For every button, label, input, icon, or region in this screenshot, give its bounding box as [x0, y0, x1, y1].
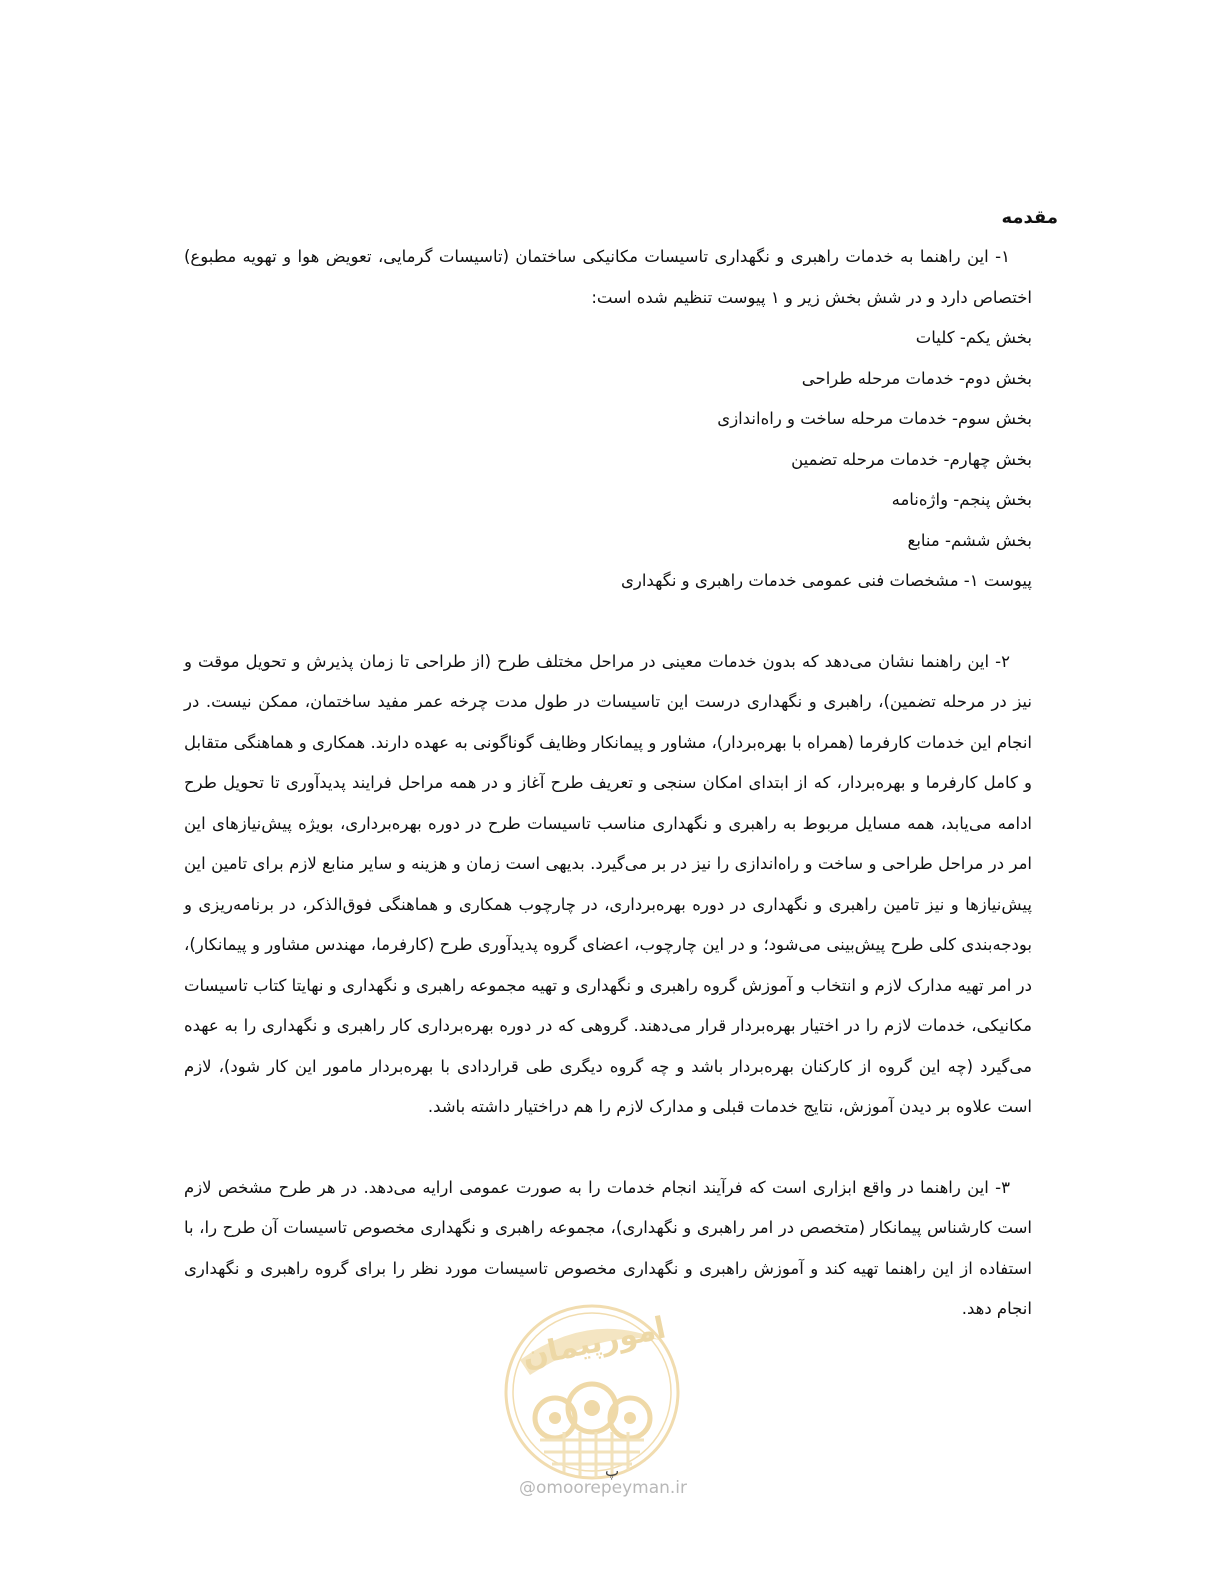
list-item: بخش پنجم- واژه‌نامه	[891, 490, 1032, 509]
section-heading: مقدمه	[1001, 207, 1058, 228]
page-number: پ	[604, 1462, 620, 1480]
section-list	[184, 318, 1032, 602]
paragraph-2: ۲- این راهنما نشان می‌دهد که بدون خدمات معینی در مراحل مختلف طرح (از طراحی تا زمان پذیرش و تحویل موقت و نیز در مرحله تضمین)، راهبری و نگهداری درست این تاسیسات در طول مدت چرخه عمر مفید ساختمان، ممکن نیست. در انجام این خدمات کارفرما (همراه با بهره‌بردار)، مشاور و پیمانکار وظایف گوناگونی به عهده دارند. همکاری و هماهنگی متقابل و کامل کارفرما و بهره‌بردار، که از ابتدای امکان سنجی و تعریف طرح آغاز و در همه مراحل فرایند پدیدآوری تا تحویل طرح ادامه می‌یابد، همه مسایل مربوط به راهبری و نگهداری مناسب تاسیسات طرح در دوره بهره‌برداری، بویژه پیش‌نیازهای این امر در مراحل طراحی و ساخت و راه‌اندازی را نیز در بر می‌گیرد. بدیهی است زمان و هزینه و سایر منابع لازم برای تامین این پیش‌نیازها و نیز تامین راهبری و نگهداری در دوره بهره‌برداری، در چارچوب همکاری و هماهنگی فوق‌الذکر، در برنامه‌ریزی و بودجه‌بندی کلی طرح پیش‌بینی می‌شود؛ و در این چارچوب، اعضای گروه پدیدآوری طرح (کارفرما، مهندس مشاور و پیمانکار)، در امر تهیه مدارک لازم و انتخاب و آموزش گروه راهبری و نگهداری و تهیه مجموعه راهبری و نگهداری و نهایتا کتاب تاسیسات مکانیکی، خدمات لازم را در اختیار بهره‌بردار قرار می‌دهند. گروهی که در دوره بهره‌برداری کار راهبری و نگهداری را به عهده می‌گیرد (چه این گروه از کارکنان بهره‌بردار باشد و چه گروه دیگری طی قراردادی با بهره‌بردار مامور این کار شود)، لازم است علاوه بر دیدن آموزش، نتایج خدمات قبلی و مدارک لازم را هم دراختیار داشته باشد.	[184, 651, 1032, 1116]
list-item: بخش دوم- خدمات مرحله طراحی	[801, 368, 1032, 388]
spacer	[184, 602, 1032, 642]
paragraph-1: ۱- این راهنما به خدمات راهبری و نگهداری تاسیسات مکانیکی ساختمان (تاسیسات گرمایی، تعویض هوا و تهویه مطبوع) اختصاص دارد و در شش بخش زیر و ۱ پیوست تنظیم شده است:	[184, 247, 1032, 307]
list-item: پیوست ۱- مشخصات فنی عمومی خدمات راهبری و نگهداری	[620, 571, 1032, 590]
list-item: بخش سوم- خدمات مرحله ساخت و راه‌اندازی	[717, 409, 1032, 428]
page-body	[184, 203, 1058, 1330]
paragraph-3: ۳- این راهنما در واقع ابزاری است که فرآیند انجام خدمات را به صورت عمومی ارایه می‌دهد. در هر طرح مشخص لازم است کارشناس پیمانکار (متخصص در امر راهبری و نگهداری)، مجموعه راهبری و نگهداری مخصوص تاسیسات آن طرح را، با استفاده از این راهنما تهیه کند و آموزش راهبری و نگهداری مخصوص تاسیسات مورد نظر را برای گروه راهبری و نگهداری انجام دهد.	[184, 1177, 1032, 1318]
list-item: بخش یکم- کلیات	[915, 328, 1032, 347]
spacer	[184, 1128, 1032, 1168]
watermark-logo-icon	[500, 1300, 684, 1484]
list-item: بخش ششم- منابع	[907, 530, 1032, 550]
list-item: بخش چهارم- خدمات مرحله تضمین	[791, 449, 1032, 469]
svg-text:امورپیمان: امورپیمان	[519, 1310, 669, 1375]
watermark-url: @omoorepeyman.ir	[518, 1478, 688, 1498]
